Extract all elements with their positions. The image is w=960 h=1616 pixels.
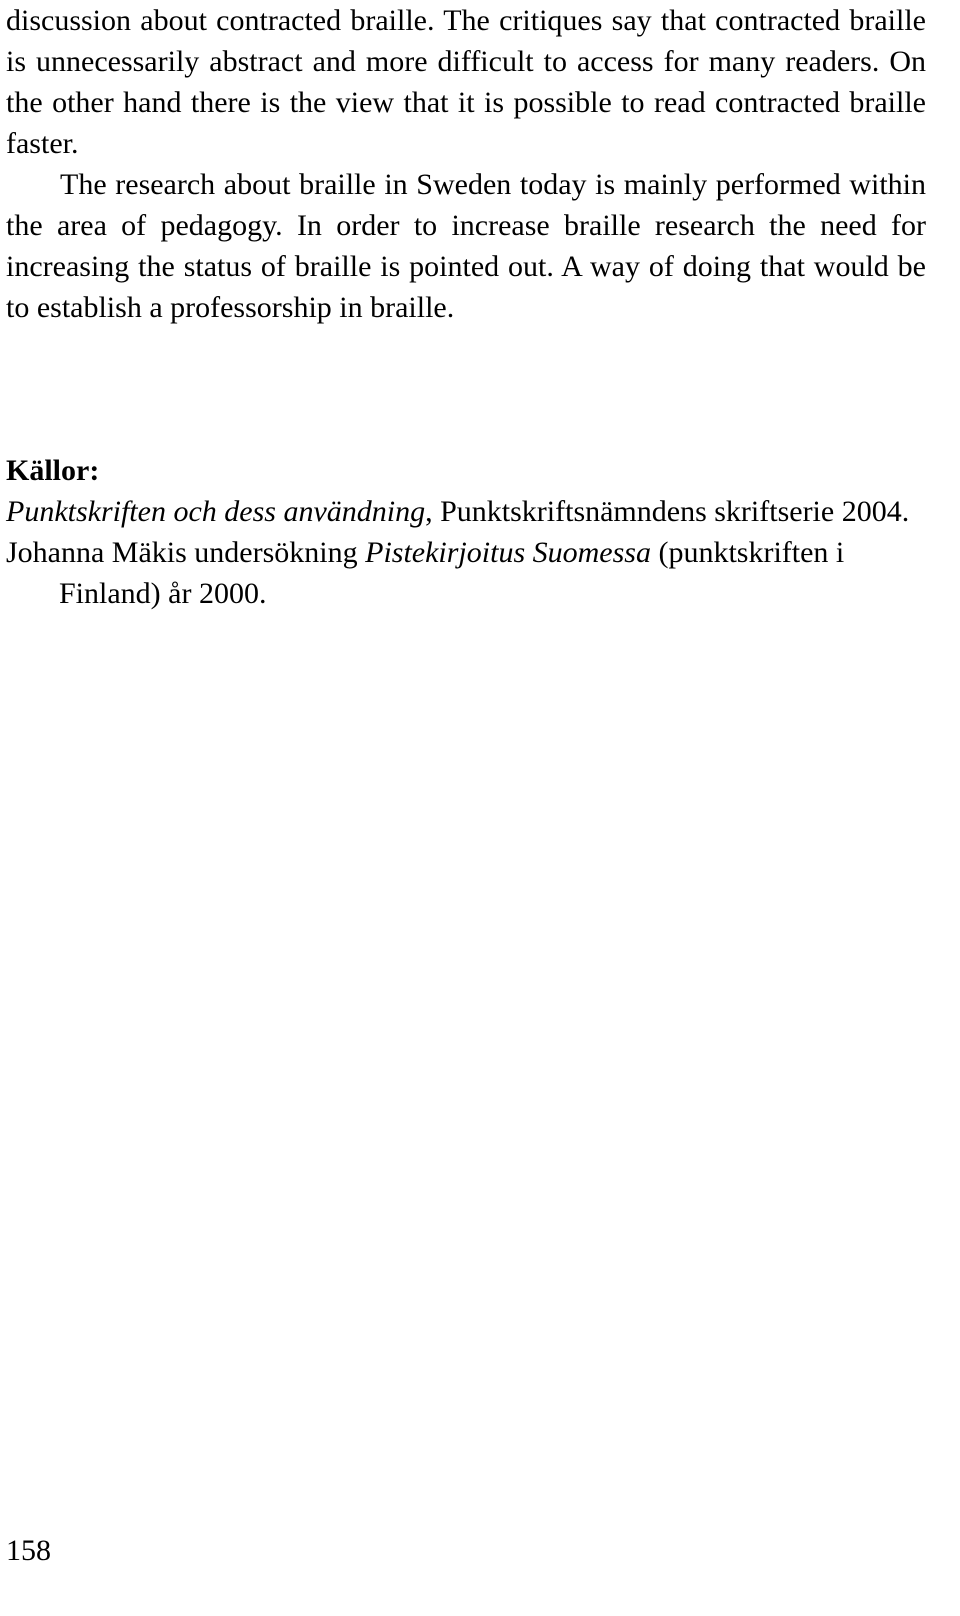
source-1-title: Punktskriften och dess användning (6, 495, 426, 528)
source-reference-2 (6, 532, 926, 614)
sources-section (6, 450, 926, 614)
page-number: 158 (6, 1534, 51, 1567)
source-2-title: Pistekirjoitus Suomessa (365, 536, 651, 569)
source-2-details: (punktskriften i Finland) år 2000. (59, 536, 845, 610)
paragraph-contracted-braille: discussion about contracted braille. The critiques say that contracted braille is unnecessarily abstract and more difficult to access for many readers. On the other hand there is the view that it is possible to read contracted braille faster. (6, 4, 926, 160)
body-text (6, 0, 926, 328)
paragraph-braille-research: The research about braille in Sweden today is mainly performed within the area of pedagogy. In order to increase braille research the need for increasing the status of braille is pointed out. A way of doing that would be to establish a professorship in braille. (6, 168, 926, 324)
sources-heading: Källor: (6, 454, 100, 487)
source-1-details: , Punktskriftsnämndens skriftserie 2004. (425, 495, 910, 528)
source-reference-1 (6, 491, 926, 532)
source-2-author: Johanna Mäkis undersökning (6, 536, 366, 569)
